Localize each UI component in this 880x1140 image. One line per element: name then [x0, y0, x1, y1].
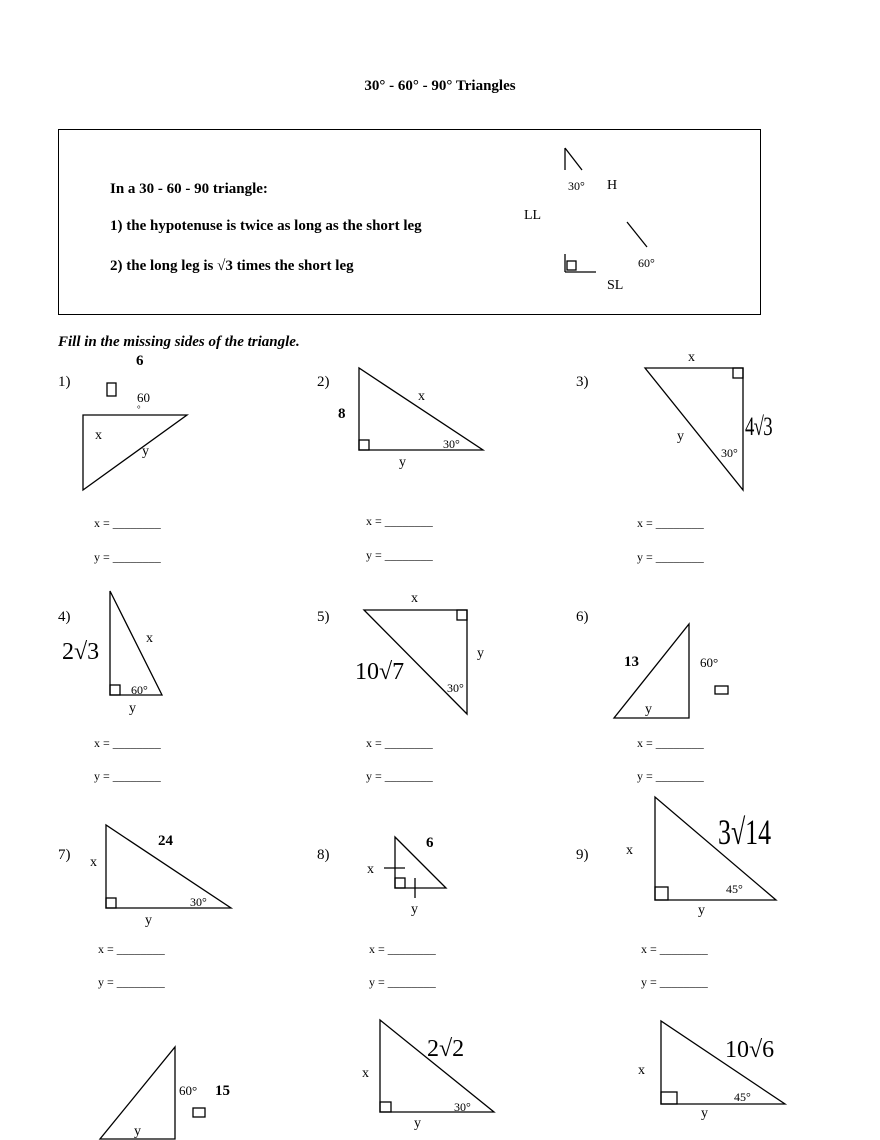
given-side-11: 2√2: [427, 1036, 465, 1062]
right-angle-box-7: [106, 898, 116, 908]
problem-number-4: 4): [58, 609, 71, 625]
label-y-6: y: [645, 702, 652, 717]
page-title: 30° - 60° - 90° Triangles: [364, 78, 516, 94]
instruction: Fill in the missing sides of the triangle.: [58, 334, 300, 350]
answer-y-4[interactable]: y = ________: [94, 769, 161, 783]
answer-x-1[interactable]: x = ________: [94, 516, 161, 530]
problem-number-6: 6): [576, 609, 589, 625]
given-side-8: 6: [426, 835, 434, 851]
label-y-2: y: [399, 455, 406, 470]
label-x-8: x: [367, 862, 374, 877]
problem-number-7: 7): [58, 847, 71, 863]
angle-label-4: 60°: [131, 683, 148, 697]
problem-number-8: 8): [317, 847, 330, 863]
ref-label-h: H: [607, 178, 618, 193]
label-x-12: x: [638, 1063, 645, 1078]
label-y-7: y: [145, 913, 152, 928]
ref-label-ll: LL: [524, 208, 542, 223]
right-angle-box-4: [110, 685, 120, 695]
answer-y-3[interactable]: y = ________: [637, 550, 704, 564]
answer-x-8[interactable]: x = ________: [369, 942, 436, 956]
rule-1: 1) the hypotenuse is twice as long as the short leg: [110, 218, 422, 234]
problem-number-9: 9): [576, 847, 589, 863]
label-y-11: y: [414, 1116, 421, 1131]
right-angle-box-2: [359, 440, 369, 450]
answer-y-2[interactable]: y = ________: [366, 548, 433, 562]
rule-heading: In a 30 - 60 - 90 triangle:: [110, 181, 268, 197]
angle-label-6: 60°: [700, 655, 719, 670]
answer-x-7[interactable]: x = ________: [98, 942, 165, 956]
ref-angle-30: 30°: [568, 179, 585, 193]
angle-label-3: 30°: [721, 446, 738, 460]
label-x-5: x: [411, 591, 418, 606]
angle-label-5: 30°: [447, 681, 464, 695]
label-y-1: y: [142, 444, 149, 459]
given-side-2: 8: [338, 406, 346, 422]
right-angle-box-8: [395, 878, 405, 888]
triangle-11: [380, 1020, 494, 1112]
triangle-8: [395, 837, 446, 888]
label-x-7: x: [90, 855, 97, 870]
given-side-9: 3√14: [718, 812, 772, 852]
answer-y-9[interactable]: y = ________: [641, 975, 708, 989]
right-angle-box-5: [457, 610, 467, 620]
answer-y-6[interactable]: y = ________: [637, 769, 704, 783]
problem-number-5: 5): [317, 609, 330, 625]
given-side-12: 10√6: [725, 1037, 775, 1063]
right-angle-box-1: [107, 383, 116, 396]
answer-x-2[interactable]: x = ________: [366, 514, 433, 528]
triangle-2: [359, 368, 483, 450]
label-x-4: x: [146, 631, 153, 646]
right-angle-box-11: [380, 1102, 391, 1112]
triangle-1: [83, 415, 187, 490]
angle-degree-mark-1: °: [137, 404, 141, 414]
problem-number-3: 3): [576, 374, 589, 390]
label-y-5: y: [477, 646, 484, 661]
angle-label-1: 60: [137, 390, 150, 405]
given-side-4: 2√3: [62, 639, 100, 665]
right-angle-box-9: [655, 887, 668, 900]
label-x-2: x: [418, 389, 425, 404]
answer-y-1[interactable]: y = ________: [94, 550, 161, 564]
given-side-6: 13: [624, 654, 639, 670]
label-y-9: y: [698, 903, 705, 918]
ref-label-sl: SL: [607, 278, 624, 293]
answer-x-3[interactable]: x = ________: [637, 516, 704, 530]
answer-x-5[interactable]: x = ________: [366, 736, 433, 750]
label-x-9: x: [626, 843, 633, 858]
given-side-3: 4√3: [745, 412, 772, 441]
label-y-8: y: [411, 902, 418, 917]
angle-label-12: 45°: [734, 1090, 751, 1104]
problem-number-2: 2): [317, 374, 330, 390]
given-side-5: 10√7: [355, 659, 405, 685]
given-side-7: 24: [158, 833, 173, 849]
answer-y-8[interactable]: y = ________: [369, 975, 436, 989]
angle-label-7: 30°: [190, 895, 207, 909]
right-angle-box-12: [661, 1092, 677, 1104]
label-y-3: y: [677, 429, 684, 444]
triangle-3: [645, 368, 743, 490]
right-angle-box-10: [193, 1108, 205, 1117]
answer-y-5[interactable]: y = ________: [366, 769, 433, 783]
angle-label-11: 30°: [454, 1100, 471, 1114]
answer-x-9[interactable]: x = ________: [641, 942, 708, 956]
label-y-4: y: [129, 701, 136, 716]
ref-angle-60: 60°: [638, 256, 655, 270]
given-side-10: 15: [215, 1083, 230, 1099]
answer-x-4[interactable]: x = ________: [94, 736, 161, 750]
given-side-1: 6: [136, 353, 144, 369]
label-y-10: y: [134, 1124, 141, 1139]
label-x-3: x: [688, 350, 695, 365]
problem-number-1: 1): [58, 374, 71, 390]
label-x-1: x: [95, 428, 102, 443]
label-x-11: x: [362, 1066, 369, 1081]
answer-y-7[interactable]: y = ________: [98, 975, 165, 989]
right-angle-box-6: [715, 686, 728, 694]
angle-label-9: 45°: [726, 882, 743, 896]
answer-x-6[interactable]: x = ________: [637, 736, 704, 750]
angle-label-2: 30°: [443, 437, 460, 451]
triangle-4: [110, 591, 162, 695]
right-angle-box-3: [733, 368, 743, 378]
rule-2: 2) the long leg is √3 times the short leg: [110, 258, 354, 274]
label-y-12: y: [701, 1106, 708, 1121]
angle-label-10: 60°: [179, 1083, 198, 1098]
